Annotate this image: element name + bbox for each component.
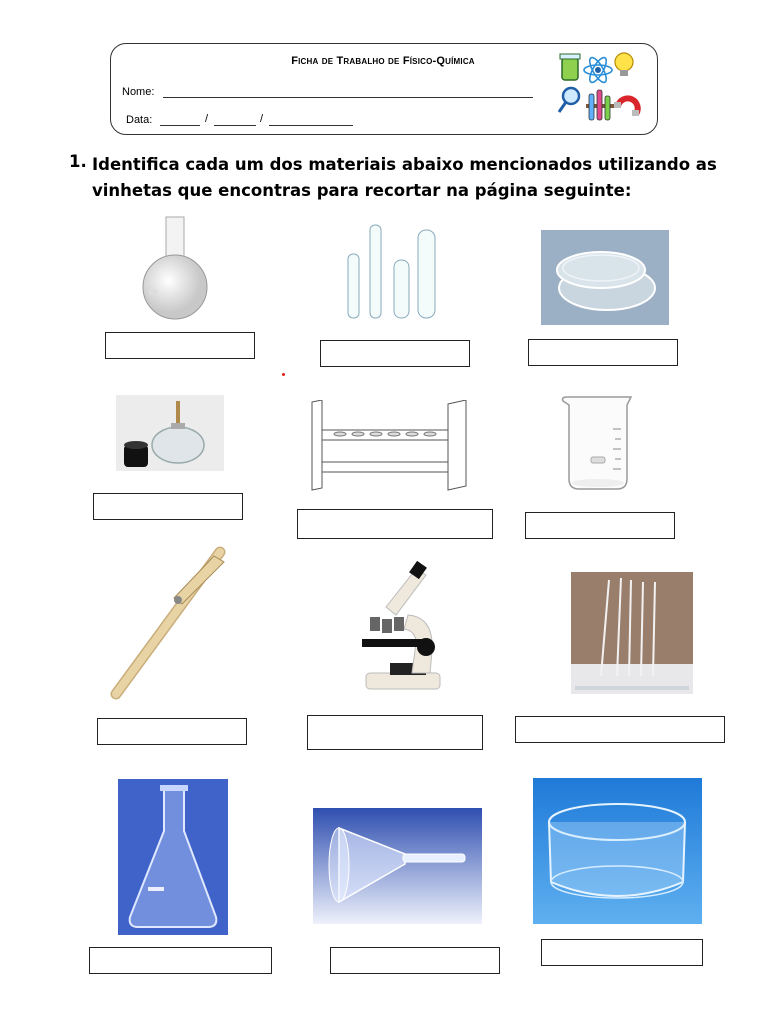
alcohol-lamp-icon bbox=[116, 395, 224, 471]
answer-box-8[interactable] bbox=[307, 715, 483, 750]
name-label: Nome: bbox=[122, 86, 155, 98]
test-tube-rack-icon bbox=[308, 400, 468, 492]
answer-box-5[interactable] bbox=[297, 509, 493, 539]
name-field[interactable] bbox=[163, 97, 533, 98]
science-clipart bbox=[556, 50, 642, 128]
answer-box-7[interactable] bbox=[97, 718, 247, 745]
test-tubes-clipart-icon bbox=[586, 90, 614, 120]
glass-rods-icon bbox=[571, 572, 693, 694]
date-separator: / bbox=[205, 113, 209, 125]
answer-box-9[interactable] bbox=[515, 716, 725, 743]
answer-box-6[interactable] bbox=[525, 512, 675, 539]
light-bulb-icon bbox=[615, 53, 633, 76]
answer-box-11[interactable] bbox=[330, 947, 500, 974]
funnel-icon bbox=[313, 808, 482, 924]
erlenmeyer-flask-icon bbox=[118, 779, 228, 935]
question-number: 1. bbox=[69, 152, 87, 171]
petri-dish-icon bbox=[541, 230, 669, 325]
crystallizing-dish-icon bbox=[533, 778, 702, 924]
answer-box-12[interactable] bbox=[541, 939, 703, 966]
test-tube-clamp-icon bbox=[104, 538, 234, 700]
date-month-field[interactable] bbox=[214, 125, 256, 126]
magnet-icon bbox=[614, 98, 639, 116]
red-dot-mark bbox=[282, 373, 285, 376]
question-text: Identifica cada um dos materiais abaixo mencionados utilizando as vinhetas que encontras para recortar na página seguinte: bbox=[92, 155, 717, 200]
round-bottom-flask-icon bbox=[136, 215, 216, 323]
answer-box-2[interactable] bbox=[320, 340, 470, 367]
date-separator: / bbox=[260, 113, 264, 125]
worksheet-title: Ficha de Trabalho de Físico-Química bbox=[291, 55, 475, 67]
date-label: Data: bbox=[126, 114, 153, 126]
chemistry-flask-icon bbox=[560, 54, 580, 80]
answer-box-10[interactable] bbox=[89, 947, 272, 974]
answer-box-3[interactable] bbox=[528, 339, 678, 366]
microscope-icon bbox=[330, 555, 470, 705]
date-year-field[interactable] bbox=[269, 125, 353, 126]
beaker-icon bbox=[559, 395, 637, 491]
magnifying-glass-icon bbox=[559, 88, 579, 112]
date-day-field[interactable] bbox=[160, 125, 200, 126]
answer-box-4[interactable] bbox=[93, 493, 243, 520]
answer-box-1[interactable] bbox=[105, 332, 255, 359]
atom-icon bbox=[584, 55, 612, 84]
test-tubes-icon bbox=[340, 222, 440, 320]
